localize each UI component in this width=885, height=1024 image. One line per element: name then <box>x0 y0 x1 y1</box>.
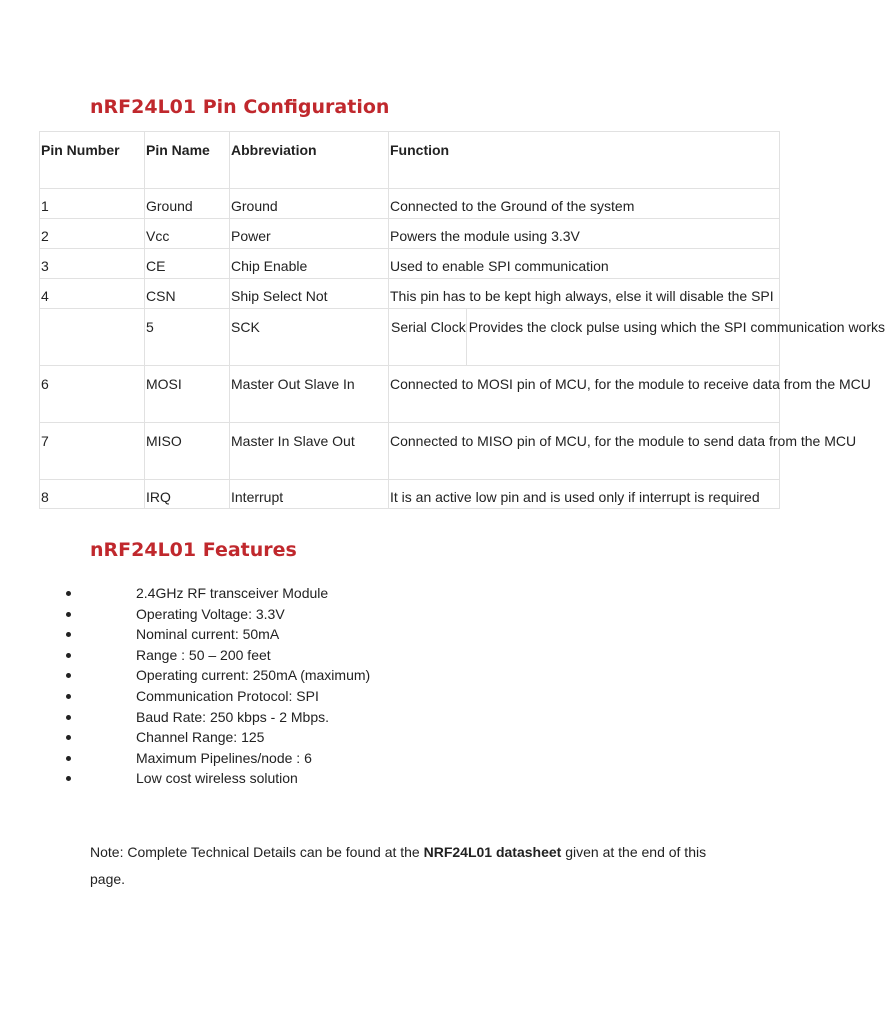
bullet-icon <box>66 591 71 596</box>
pin-name-cell: Vcc <box>145 219 230 249</box>
bullet-icon <box>66 632 71 637</box>
list-item <box>0 645 370 666</box>
pin-name-cell: MISO <box>145 423 230 480</box>
pin-number-cell: 8 <box>40 480 145 509</box>
pin-name-cell: MOSI <box>145 366 230 423</box>
abbreviation-cell: SCK <box>230 309 389 366</box>
abbreviation-cell: Power <box>230 219 389 249</box>
list-item <box>0 665 370 686</box>
bullet-icon <box>66 735 71 740</box>
feature-text: Maximum Pipelines/node : 6 <box>136 749 312 766</box>
list-item <box>0 686 370 707</box>
note-prefix: Note: Complete Technical Details can be found at the <box>90 844 424 860</box>
bullet-icon <box>66 776 71 781</box>
bullet-icon <box>66 756 71 761</box>
function-cell: Connected to the Ground of the system <box>389 189 780 219</box>
table-row <box>40 480 780 509</box>
list-item <box>0 727 370 748</box>
table-row <box>40 423 780 480</box>
abbreviation-cell: Chip Enable <box>230 249 389 279</box>
pin-number-cell: 3 <box>40 249 145 279</box>
features-heading: nRF24L01 Features <box>90 539 297 561</box>
list-item <box>0 624 370 645</box>
pin-number-cell: 2 <box>40 219 145 249</box>
function-cell: Powers the module using 3.3V <box>389 219 780 249</box>
list-item <box>0 583 370 604</box>
pin-name-cell: CE <box>145 249 230 279</box>
bullet-icon <box>66 653 71 658</box>
abbreviation-cell: Master Out Slave In <box>230 366 389 423</box>
function-cell: Connected to MOSI pin of MCU, for the module to receive data from the MCU <box>389 366 780 423</box>
list-item <box>0 707 370 728</box>
table-row <box>40 249 780 279</box>
bullet-icon <box>66 612 71 617</box>
table-row <box>40 219 780 249</box>
function-cell <box>389 309 885 366</box>
list-item <box>0 748 370 769</box>
function-subcell-label: Serial Clock <box>389 309 467 365</box>
abbreviation-cell: Interrupt <box>230 480 389 509</box>
header-abbreviation: Abbreviation <box>230 132 389 189</box>
note-suffix: given at the end of this page. <box>90 844 707 887</box>
list-item <box>0 768 370 789</box>
table-row <box>40 279 780 309</box>
datasheet-link-text[interactable]: NRF24L01 datasheet <box>423 844 562 860</box>
feature-text: 2.4GHz RF transceiver Module <box>136 585 329 601</box>
feature-text: Channel Range: 125 <box>136 729 265 746</box>
abbreviation-cell: Ground <box>230 189 389 219</box>
feature-text: Range : 50 – 200 feet <box>136 646 271 663</box>
table-header-row <box>40 132 780 189</box>
header-pin-number: Pin Number <box>40 132 145 189</box>
bullet-icon <box>66 715 71 720</box>
function-subcell-description: Provides the clock pulse using which the SPI communication works <box>468 319 885 335</box>
pin-number-cell: 7 <box>40 423 145 480</box>
datasheet-note <box>90 839 710 893</box>
pin-number-cell <box>40 309 145 366</box>
bullet-icon <box>66 694 71 699</box>
function-cell: This pin has to be kept high always, else it will disable the SPI <box>389 279 780 309</box>
pin-configuration-table <box>39 131 885 509</box>
table-row <box>40 366 780 423</box>
function-cell: Connected to MISO pin of MCU, for the module to send data from the MCU <box>389 423 780 480</box>
abbreviation-cell: Master In Slave Out <box>230 423 389 480</box>
pin-name-cell: CSN <box>145 279 230 309</box>
feature-text: Communication Protocol: SPI <box>136 687 319 704</box>
pin-number-cell: 1 <box>40 189 145 219</box>
table-row <box>40 309 780 366</box>
function-cell: Used to enable SPI communication <box>389 249 780 279</box>
pin-configuration-heading: nRF24L01 Pin Configuration <box>90 96 390 118</box>
header-function: Function <box>389 132 780 189</box>
bullet-icon <box>66 673 71 678</box>
feature-text: Operating current: 250mA (maximum) <box>136 667 371 684</box>
header-pin-name: Pin Name <box>145 132 230 189</box>
pin-name-cell: Ground <box>145 189 230 219</box>
table-row <box>40 189 780 219</box>
features-list <box>0 583 370 789</box>
feature-text: Low cost wireless solution <box>136 770 298 787</box>
abbreviation-cell: Ship Select Not <box>230 279 389 309</box>
pin-name-cell: 5 <box>145 309 230 366</box>
pin-name-cell: IRQ <box>145 480 230 509</box>
pin-number-cell: 6 <box>40 366 145 423</box>
feature-text: Baud Rate: 250 kbps - 2 Mbps. <box>136 708 329 725</box>
feature-text: Operating Voltage: 3.3V <box>136 605 285 622</box>
list-item <box>0 604 370 625</box>
function-cell: It is an active low pin and is used only if interrupt is required <box>389 480 780 509</box>
feature-text: Nominal current: 50mA <box>136 626 280 643</box>
pin-number-cell: 4 <box>40 279 145 309</box>
